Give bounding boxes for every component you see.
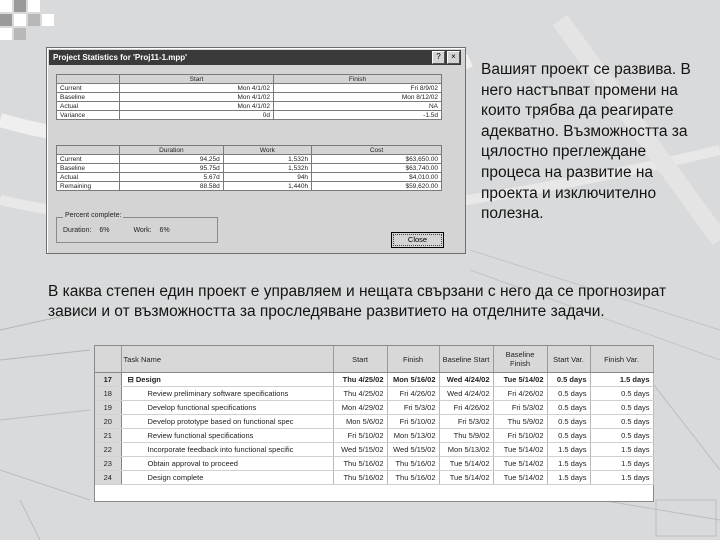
baseline-start-cell[interactable]: Fri 5/3/02 (439, 415, 493, 429)
row-label: Current (57, 155, 120, 164)
duration-cell: 94.25d (120, 155, 224, 164)
start-cell: Mon 4/1/02 (120, 84, 274, 93)
start-var-cell[interactable]: 0.5 days (547, 415, 590, 429)
baseline-finish-cell[interactable]: Fri 5/3/02 (493, 401, 547, 415)
start-var-cell[interactable]: 0.5 days (547, 429, 590, 443)
table-row[interactable] (95, 415, 653, 429)
baseline-finish-cell[interactable]: Tue 5/14/02 (493, 373, 547, 387)
finish-var-cell[interactable]: 0.5 days (590, 429, 653, 443)
start-cell[interactable]: Mon 4/29/02 (333, 401, 387, 415)
header-id (95, 346, 121, 373)
task-name[interactable]: ⊟ Design (121, 373, 333, 387)
stats-row (57, 155, 442, 164)
task-id: 17 (95, 373, 121, 387)
table-row[interactable] (95, 471, 653, 485)
decorative-squares (0, 0, 60, 48)
start-var-cell[interactable]: 0.5 days (547, 373, 590, 387)
start-var-cell[interactable]: 1.5 days (547, 457, 590, 471)
baseline-finish-cell[interactable]: Tue 5/14/02 (493, 457, 547, 471)
finish-cell[interactable]: Fri 4/26/02 (387, 387, 439, 401)
project-statistics-dialog (46, 47, 466, 254)
task-id: 21 (95, 429, 121, 443)
table-row[interactable] (95, 401, 653, 415)
baseline-start-cell[interactable]: Fri 4/26/02 (439, 401, 493, 415)
percent-complete-values (63, 227, 176, 234)
main-paragraph: В каква степен един проект е управляем и нещата свързани с него да се прогнозират зависи и от възможността за проследяване развитието на отделните задачи. (48, 283, 667, 320)
start-cell: Mon 4/1/02 (120, 93, 274, 102)
finish-cell[interactable]: Wed 5/15/02 (387, 443, 439, 457)
baseline-start-cell[interactable]: Tue 5/14/02 (439, 471, 493, 485)
baseline-finish-cell[interactable]: Fri 4/26/02 (493, 387, 547, 401)
stats-header-duration: Duration (120, 146, 224, 155)
dates-row (57, 93, 442, 102)
task-name[interactable]: Develop prototype based on functional spec (121, 415, 333, 429)
row-label: Baseline (57, 164, 120, 173)
finish-var-cell[interactable]: 1.5 days (590, 443, 653, 457)
start-var-cell[interactable]: 0.5 days (547, 387, 590, 401)
task-name[interactable]: Review functional specifications (121, 429, 333, 443)
stats-table (56, 145, 442, 191)
start-cell[interactable]: Thu 5/16/02 (333, 457, 387, 471)
row-label: Remaining (57, 182, 120, 191)
finish-cell: Fri 8/9/02 (273, 84, 441, 93)
row-label: Baseline (57, 93, 120, 102)
help-icon[interactable]: ? (432, 51, 445, 64)
baseline-start-cell[interactable]: Mon 5/13/02 (439, 443, 493, 457)
baseline-start-cell[interactable]: Wed 4/24/02 (439, 373, 493, 387)
finish-cell[interactable]: Fri 5/3/02 (387, 401, 439, 415)
cost-cell: $4,010.00 (312, 173, 442, 182)
cost-cell: $59,620.00 (312, 182, 442, 191)
stats-row (57, 173, 442, 182)
start-cell: 0d (120, 111, 274, 120)
dates-header-blank (57, 75, 120, 84)
task-name[interactable]: Design complete (121, 471, 333, 485)
header-finish[interactable]: Finish (387, 346, 439, 373)
dates-table (56, 74, 442, 120)
finish-cell[interactable]: Thu 5/16/02 (387, 471, 439, 485)
cost-cell: $63,740.00 (312, 164, 442, 173)
task-id: 23 (95, 457, 121, 471)
stats-header-work: Work (223, 146, 311, 155)
finish-cell[interactable]: Fri 5/10/02 (387, 415, 439, 429)
tracking-grid (95, 346, 654, 485)
start-cell[interactable]: Fri 5/10/02 (333, 429, 387, 443)
work-cell: 1,532h (223, 155, 311, 164)
row-label: Current (57, 84, 120, 93)
task-id: 22 (95, 443, 121, 457)
work-cell: 1,440h (223, 182, 311, 191)
finish-var-cell[interactable]: 0.5 days (590, 387, 653, 401)
table-row[interactable] (95, 443, 653, 457)
cost-cell: $63,650.00 (312, 155, 442, 164)
baseline-finish-cell[interactable]: Thu 5/9/02 (493, 415, 547, 429)
header-baseline-finish[interactable]: Baseline Finish (493, 346, 547, 373)
stats-row (57, 164, 442, 173)
task-name[interactable]: Obtain approval to proceed (121, 457, 333, 471)
task-id: 19 (95, 401, 121, 415)
dates-row (57, 111, 442, 120)
tracking-table (94, 345, 654, 502)
dates-header-finish: Finish (273, 75, 441, 84)
duration-percent: 6% (99, 227, 110, 234)
start-cell[interactable]: Thu 4/25/02 (333, 387, 387, 401)
start-cell: Mon 4/1/02 (120, 102, 274, 111)
finish-var-cell[interactable]: 1.5 days (590, 373, 653, 387)
baseline-start-cell[interactable]: Wed 4/24/02 (439, 387, 493, 401)
header-start[interactable]: Start (333, 346, 387, 373)
finish-cell: -1.5d (273, 111, 441, 120)
finish-cell[interactable]: Thu 5/16/02 (387, 457, 439, 471)
duration-cell: 5.67d (120, 173, 224, 182)
task-id: 24 (95, 471, 121, 485)
row-label: Actual (57, 102, 120, 111)
finish-cell[interactable]: Mon 5/13/02 (387, 429, 439, 443)
finish-cell[interactable]: Mon 5/16/02 (387, 373, 439, 387)
start-cell[interactable]: Thu 4/25/02 (333, 373, 387, 387)
work-percent: 6% (159, 227, 170, 234)
task-id: 18 (95, 387, 121, 401)
percent-complete-label: Percent complete: (65, 212, 122, 219)
table-row[interactable] (95, 373, 653, 387)
finish-var-cell[interactable]: 1.5 days (590, 471, 653, 485)
table-row[interactable] (95, 457, 653, 471)
percent-complete-group (56, 212, 218, 243)
baseline-finish-cell[interactable]: Tue 5/14/02 (493, 471, 547, 485)
start-cell[interactable]: Wed 5/15/02 (333, 443, 387, 457)
row-label: Variance (57, 111, 120, 120)
finish-cell: Mon 8/12/02 (273, 93, 441, 102)
work-cell: 1,532h (223, 164, 311, 173)
close-icon[interactable]: × (447, 51, 460, 64)
start-cell[interactable]: Mon 5/6/02 (333, 415, 387, 429)
baseline-start-cell[interactable]: Tue 5/14/02 (439, 457, 493, 471)
start-var-cell[interactable]: 1.5 days (547, 443, 590, 457)
side-paragraph: Вашият проект се развива. В него настъпват промени на които трябва да реагирате адекватно. Възможността за цялостно преглеждане процеса на развитие на проекта и изключително полезна. (481, 61, 691, 223)
header-start-var[interactable]: Start Var. (547, 346, 590, 373)
task-name[interactable]: Incorporate feedback into functional specific (121, 443, 333, 457)
work-cell: 94h (223, 173, 311, 182)
header-task-name[interactable]: Task Name (121, 346, 333, 373)
stats-header-cost: Cost (312, 146, 442, 155)
task-name[interactable]: Develop functional specifications (121, 401, 333, 415)
start-cell[interactable]: Thu 5/16/02 (333, 471, 387, 485)
duration-cell: 95.75d (120, 164, 224, 173)
start-var-cell[interactable]: 0.5 days (547, 401, 590, 415)
row-label: Actual (57, 173, 120, 182)
duration-cell: 88.58d (120, 182, 224, 191)
start-var-cell[interactable]: 1.5 days (547, 471, 590, 485)
task-name[interactable]: Review preliminary software specifications (121, 387, 333, 401)
dates-header-start: Start (120, 75, 274, 84)
finish-var-cell[interactable]: 0.5 days (590, 415, 653, 429)
finish-cell: NA (273, 102, 441, 111)
baseline-finish-cell[interactable]: Fri 5/10/02 (493, 429, 547, 443)
dialog-title: Project Statistics for 'Proj11-1.mpp' (49, 50, 461, 65)
task-id: 20 (95, 415, 121, 429)
finish-var-cell[interactable]: 0.5 days (590, 401, 653, 415)
baseline-start-cell[interactable]: Thu 5/9/02 (439, 429, 493, 443)
work-label: Work: (133, 227, 152, 234)
finish-var-cell[interactable]: 1.5 days (590, 457, 653, 471)
dates-row (57, 102, 442, 111)
table-row[interactable] (95, 387, 653, 401)
baseline-finish-cell[interactable]: Tue 5/14/02 (493, 443, 547, 457)
table-row[interactable] (95, 429, 653, 443)
close-button[interactable]: Close (391, 232, 444, 248)
header-finish-var[interactable]: Finish Var. (590, 346, 653, 373)
dates-row (57, 84, 442, 93)
duration-label: Duration: (63, 227, 92, 234)
stats-header-blank (57, 146, 120, 155)
header-baseline-start[interactable]: Baseline Start (439, 346, 493, 373)
stats-row (57, 182, 442, 191)
